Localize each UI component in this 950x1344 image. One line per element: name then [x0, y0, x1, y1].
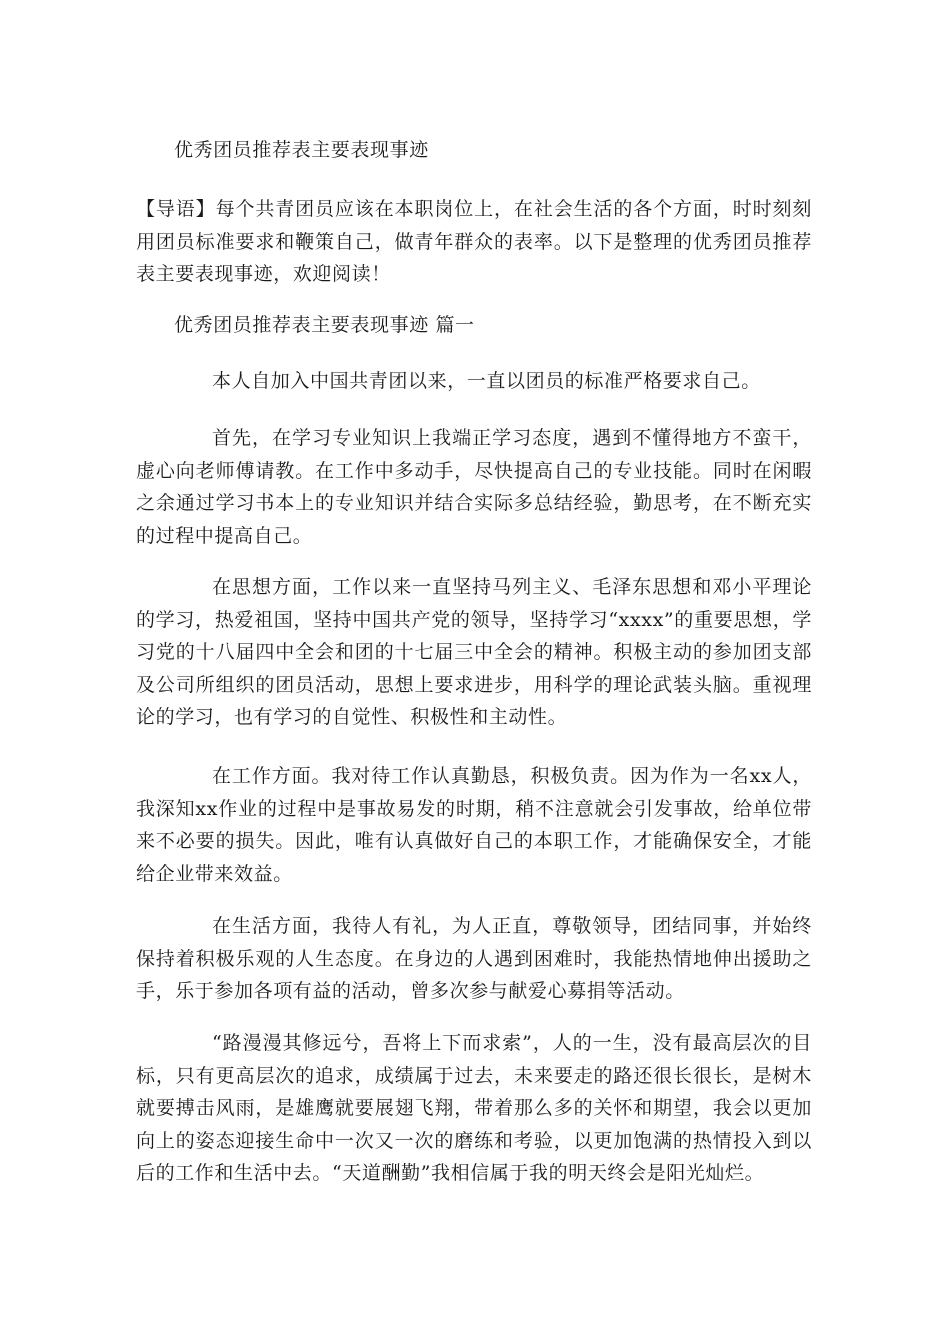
section-title: 优秀团员推荐表主要表现事迹 篇一: [174, 314, 475, 336]
body-paragraph: 在工作方面。我对待工作认真勤恳，积极负责。因为作为一名xx人，我深知xx作业的过程中是事故易发的时期，稍不注意就会引发事故，给单位带来不必要的损失。因此，唯有认真做好自己的本职工作，才能确保安全，才能给企业带来效益。: [136, 765, 812, 885]
body-paragraph: 在生活方面，我待人有礼，为人正直，尊敬领导，团结同事，并始终保持着积极乐观的人生态度。在身边的人遇到困难时，我能热情地伸出援助之手，乐于参加各项有益的活动，曾多次参与献爱心募捐等活动。: [136, 915, 812, 1002]
document-title: 优秀团员推荐表主要表现事迹: [174, 139, 429, 161]
body-paragraph: “路漫漫其修远兮，吾将上下而求索”，人的一生，没有最高层次的目标，只有更高层次的追求，成绩属于过去，未来要走的路还很长很长，是树木就要搏击风雨，是雄鹰就要展翅飞翔，带着那么多的关怀和期望，我会以更加向上的姿态迎接生命中一次又一次的磨练和考验，以更加饱满的热情投入到以后的工作和生活中去。“天道酬勤”我相信属于我的明天终会是阳光灿烂。: [136, 1032, 812, 1184]
intro-paragraph: 【导语】每个共青团员应该在本职岗位上，在社会生活的各个方面，时时刻刻用团员标准要求和鞭策自己，做青年群众的表率。以下是整理的优秀团员推荐表主要表现事迹，欢迎阅读！: [136, 198, 812, 285]
body-paragraph: 在思想方面，工作以来一直坚持马列主义、毛泽东思想和邓小平理论的学习，热爱祖国，坚持中国共产党的领导，坚持学习“xxxx”的重要思想，学习党的十八届四中全会和团的十七届三中全会的精神。积极主动的参加团支部及公司所组织的团员活动，思想上要求进步，用科学的理论武装头脑。重视理论的学习，也有学习的自觉性、积极性和主动性。: [136, 576, 812, 728]
body-paragraph: 本人自加入中国共青团以来，一直以团员的标准严格要求自己。: [212, 370, 761, 392]
body-paragraph: 首先，在学习专业知识上我端正学习态度，遇到不懂得地方不蛮干，虚心向老师傅请教。在工作中多动手，尽快提高自己的专业技能。同时在闲暇之余通过学习书本上的专业知识并结合实际多总结经验，勤思考，在不断充实的过程中提高自己。: [136, 427, 812, 547]
